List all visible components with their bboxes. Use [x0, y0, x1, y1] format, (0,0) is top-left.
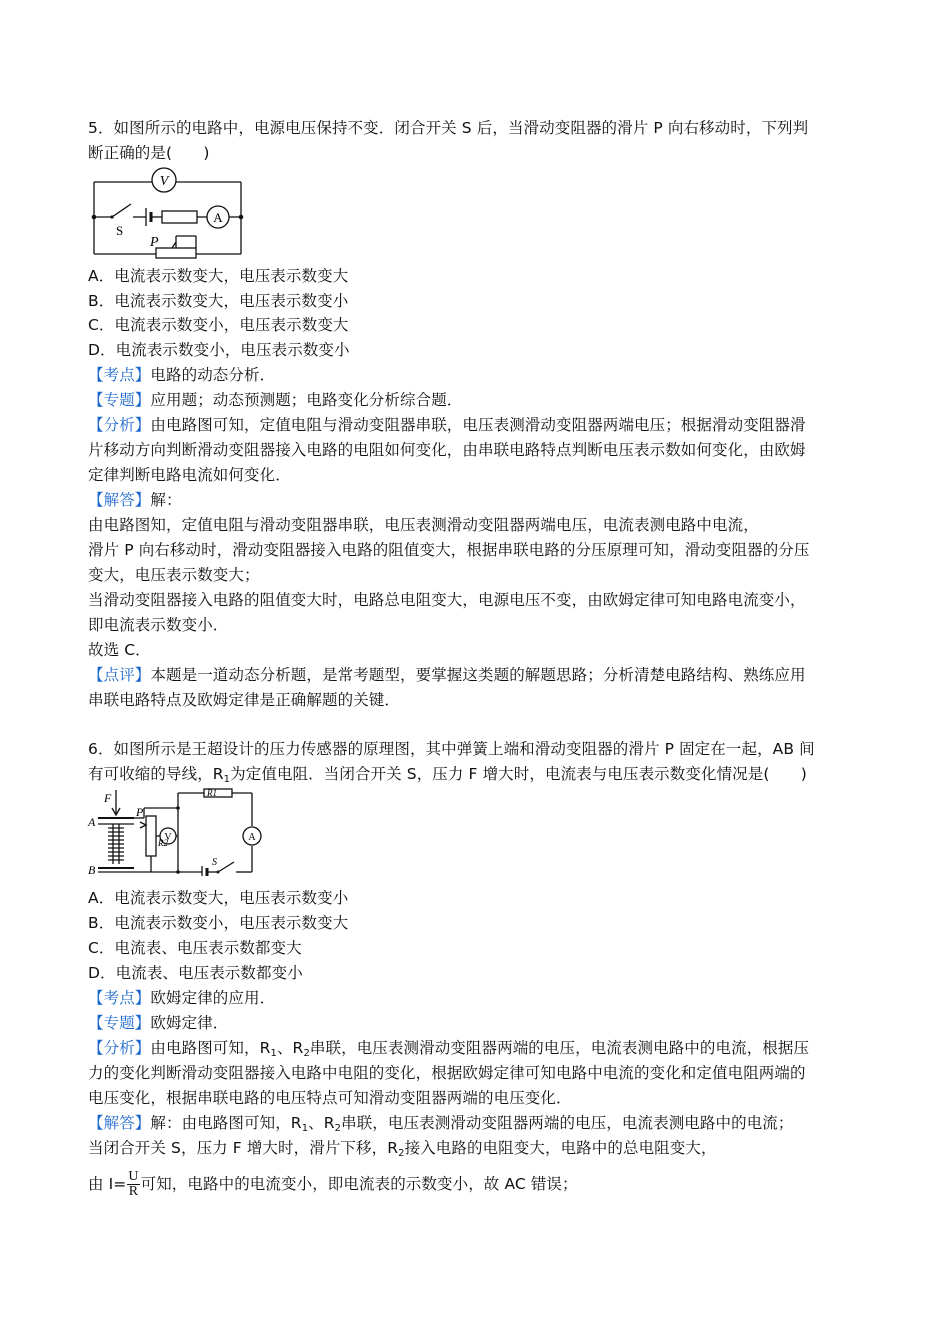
q6-jieda-1c: 串联，电压表测滑动变阻器两端的电压，电流表测电路中的电流； — [341, 1114, 794, 1132]
q6-voltmeter-label: V — [164, 832, 172, 843]
q6-jieda-3a: 由 I= — [88, 1175, 127, 1193]
q6-sensor-circuit-diagram — [86, 788, 266, 876]
q6-jieda-3b: 可知，电路中的电流变小，即电流表的示数变小，故 AC 错误； — [140, 1175, 578, 1193]
q6-option-b: B．电流表示数变小，电压表示数变大 — [88, 914, 349, 932]
q5-voltmeter-label: V — [159, 174, 169, 189]
q6-jieda-2a: 当闭合开关 S，压力 F 增大时，滑片下移，R — [88, 1139, 399, 1157]
q6-stem-2b: 为定值电阻．当闭合开关 S，压力 F 增大时，电流表与电压表示数变化情况是( ) — [230, 765, 807, 783]
q6-kaodian-tag: 【考点】 — [88, 989, 151, 1007]
q6-jieda-sub1: 1 — [301, 1123, 309, 1134]
q6-kaodian-text: 欧姆定律的应用． — [150, 989, 276, 1007]
q5-jieda-line-6: 故选 C． — [88, 641, 151, 659]
q5-option-d: D．电流表示数变小，电压表示数变小 — [88, 341, 350, 359]
q6-fenxi-line-2: 力的变化判断滑动变阻器接入电路中电阻的变化，根据欧姆定律可知电路中电流的变化和定值电阻两端的 — [88, 1064, 806, 1082]
q6-label-r2: R2 — [158, 838, 168, 848]
q6-stem-2sub: 1 — [223, 774, 231, 785]
q5-kaodian-text: 电路的动态分析． — [150, 366, 276, 384]
q6-fenxi-1b: 、R — [276, 1039, 304, 1057]
q5-fenxi-text-1: 由电路图可知，定值电阻与滑动变阻器串联，电压表测滑动变阻器两端电压；根据滑动变阻器滑 — [150, 416, 806, 434]
q5-slider-label: P — [150, 235, 159, 250]
q5-dianping-line-2: 串联电路特点及欧姆定律是正确解题的关键． — [88, 691, 401, 709]
q6-label-f: F — [104, 791, 112, 805]
q5-kaodian — [88, 363, 878, 387]
q5-fenxi-line-3: 定律判断电路电流如何变化． — [88, 466, 291, 484]
q5-jieda-line-4: 当滑动变阻器接入电路的阻值变大时，电路总电阻变大，电源电压不变，由欧姆定律可知电路电流变小， — [88, 591, 806, 609]
q6-zhuanti-tag: 【专题】 — [88, 1014, 151, 1032]
q5-zhuanti-text: 应用题；动态预测题；电路变化分析综合题． — [150, 391, 463, 409]
q6-label-a: A — [88, 815, 96, 829]
q5-jieda-line-5: 即电流表示数变小． — [88, 616, 229, 634]
q6-zhuanti-text: 欧姆定律． — [150, 1014, 229, 1032]
q6-fenxi-sub1: 1 — [270, 1048, 277, 1059]
fraction-numerator: U — [128, 1169, 139, 1184]
q6-jieda-2sub: 2 — [398, 1148, 405, 1159]
q5-zhuanti — [88, 388, 878, 412]
q5-dianping-text-1: 本题是一道动态分析题，是常考题型，要掌握这类题的解题思路；分析清楚电路结构、熟练应用 — [150, 666, 806, 684]
q5-fenxi-tag: 【分析】 — [88, 416, 151, 434]
q6-jieda-1a: 解：由电路图可知，R — [150, 1114, 302, 1132]
q6-stem-2a: 有可收缩的导线，R — [88, 765, 224, 783]
q5-fenxi-line-2: 片移动方向判断滑动变阻器接入电路的电阻如何变化，由串联电路特点判断电压表示数如何变化，由欧姆 — [88, 441, 806, 459]
q6-fenxi-1c: 串联，电压表测滑动变阻器两端的电压，电流表测电路中的电流，根据压 — [309, 1039, 810, 1057]
fraction-denominator: R — [128, 1184, 139, 1199]
q5-zhuanti-tag: 【专题】 — [88, 391, 151, 409]
q6-label-p: P — [136, 805, 144, 819]
q5-jieda-line-3: 变大，电压表示数变大； — [88, 566, 260, 584]
q6-zhuanti — [88, 1011, 878, 1035]
q6-jieda-tag: 【解答】 — [88, 1114, 151, 1132]
q5-option-a: A．电流表示数变大，电压表示数变大 — [88, 267, 349, 285]
q5-jieda-line-2: 滑片 P 向右移动时，滑动变阻器接入电路的阻值变大，根据串联电路的分压原理可知，滑动变阻器的分压 — [88, 541, 810, 559]
q6-option-c: C．电流表、电压表示数都变大 — [88, 939, 302, 957]
q6-fenxi-line-3: 电压变化，根据串联电路的电压特点可知滑动变阻器两端的电压变化． — [88, 1089, 572, 1107]
q5-option-b: B．电流表示数变大，电压表示数变小 — [88, 292, 349, 310]
q5-dianping-tag: 【点评】 — [88, 666, 151, 684]
q5-circuit-diagram — [86, 164, 246, 259]
q6-jieda-sub2: 2 — [334, 1123, 342, 1134]
q5-switch-label: S — [116, 223, 124, 238]
q5-jieda-line-1: 由电路图知，定值电阻与滑动变阻器串联，电压表测滑动变阻器两端电压，电流表测电路中电流， — [88, 516, 759, 534]
q6-fenxi-tag: 【分析】 — [88, 1039, 151, 1057]
q6-jieda-1b: 、R — [308, 1114, 335, 1132]
q6-label-b: B — [88, 863, 96, 876]
q5-jieda-tag: 【解答】 — [88, 491, 151, 509]
q6-fenxi-1a: 由电路图可知，R — [150, 1039, 271, 1057]
q6-stem-line-1: 6．如图所示是王超设计的压力传感器的原理图，其中弹簧上端和滑动变阻器的滑片 P 固定在一起，AB 间 — [88, 740, 815, 758]
q5-kaodian-tag: 【考点】 — [88, 366, 151, 384]
q6-jieda-2b: 接入电路的电阻变大，电路中的总电阻变大， — [404, 1139, 717, 1157]
q5-option-c: C．电流表示数变小，电压表示数变大 — [88, 316, 349, 334]
q5-stem-line-2: 断正确的是( ) — [88, 144, 210, 162]
q5-ammeter-label: A — [213, 210, 223, 225]
q5-stem-line-1: 5．如图所示的电路中，电源电压保持不变．闭合开关 S 后，当滑动变阻器的滑片 P 向右移动时，下列判 — [88, 119, 809, 137]
q6-fenxi-sub2: 2 — [303, 1048, 310, 1059]
q6-ammeter-label: A — [248, 832, 256, 843]
q5-jieda-head-text: 解： — [150, 491, 182, 509]
q5-dianping-line-1 — [88, 663, 878, 687]
q6-jieda-line-2 — [88, 1136, 878, 1166]
q6-jieda-line-3 — [88, 1166, 878, 1202]
q5-fenxi-line-1 — [88, 413, 878, 437]
q6-label-r1: R1 — [207, 788, 217, 798]
q6-switch-label: S — [212, 857, 217, 868]
q5-jieda-head — [88, 488, 878, 512]
q6-kaodian — [88, 986, 878, 1010]
q6-option-a: A．电流表示数变大，电压表示数变小 — [88, 889, 349, 907]
q6-option-d: D．电流表、电压表示数都变小 — [88, 964, 303, 982]
ohm-law-fraction — [127, 1170, 139, 1199]
